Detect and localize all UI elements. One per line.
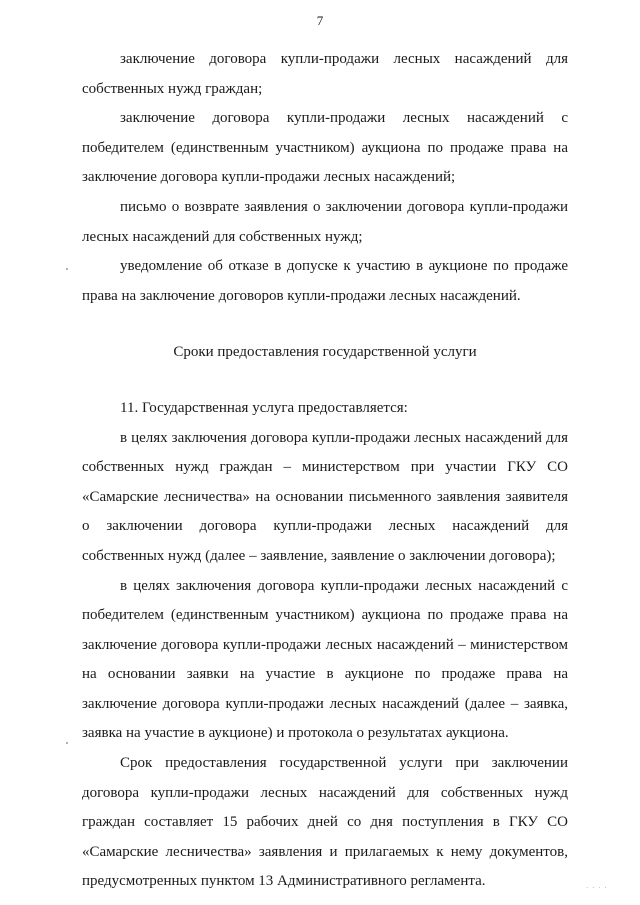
page-number: 7 <box>316 13 324 28</box>
paragraph: в целях заключения договора купли-продажи лесных насаждений для собственных нужд граждан – министерством при участии ГКУ СО «Самарские лесничества» на основании письменного заявления заявителя о заключении договора купли-продажи лесных насаждений для собственных нужд (далее – заявление, заявление о заключении договора); <box>82 429 568 564</box>
spacer <box>82 311 568 338</box>
list-item: письмо о возврате заявления о заключении договора купли-продажи лесных насаждений для собственных нужд; <box>82 198 568 245</box>
list-item: уведомление об отказе в допуске к участию в аукционе по продаже права на заключение договоров купли-продажи лесных насаждений. <box>82 258 568 304</box>
scan-artifact <box>66 742 68 744</box>
spacer <box>82 368 568 394</box>
page-content <box>82 45 568 897</box>
scan-artifact <box>66 268 68 270</box>
scan-artifact: · · · · <box>586 884 608 892</box>
paragraph-11: 11. Государственная услуга предоставляется: <box>120 399 408 416</box>
list-item: заключение договора купли-продажи лесных насаждений для собственных нужд граждан; <box>82 51 568 97</box>
list-item: заключение договора купли-продажи лесных насаждений с победителем (единственным участником) аукциона по продаже права на заключение договора купли-продажи лесных насаждений; <box>82 110 568 186</box>
section-heading: Сроки предоставления государственной услуги <box>173 344 477 361</box>
paragraph: Срок предоставления государственной услуги при заключении договора купли-продажи лесных насаждений для собственных нужд граждан составляет 15 рабочих дней со дня поступления в ГКУ СО «Самарские лесничества» заявления и прилагаемых к нему документов, предусмотренных пунктом 13 Административного регламента. <box>82 755 568 890</box>
paragraph: в целях заключения договора купли-продажи лесных насаждений с победителем (единственным участником) аукциона по продаже права на заключение договора купли-продажи лесных насаждений – министерством на основании заявки на участие в аукционе по продаже права на заключение договора купли-продажи лесных насаждений (далее – заявка, заявка на участие в аукционе) и протокола о результатах аукциона. <box>82 577 568 742</box>
